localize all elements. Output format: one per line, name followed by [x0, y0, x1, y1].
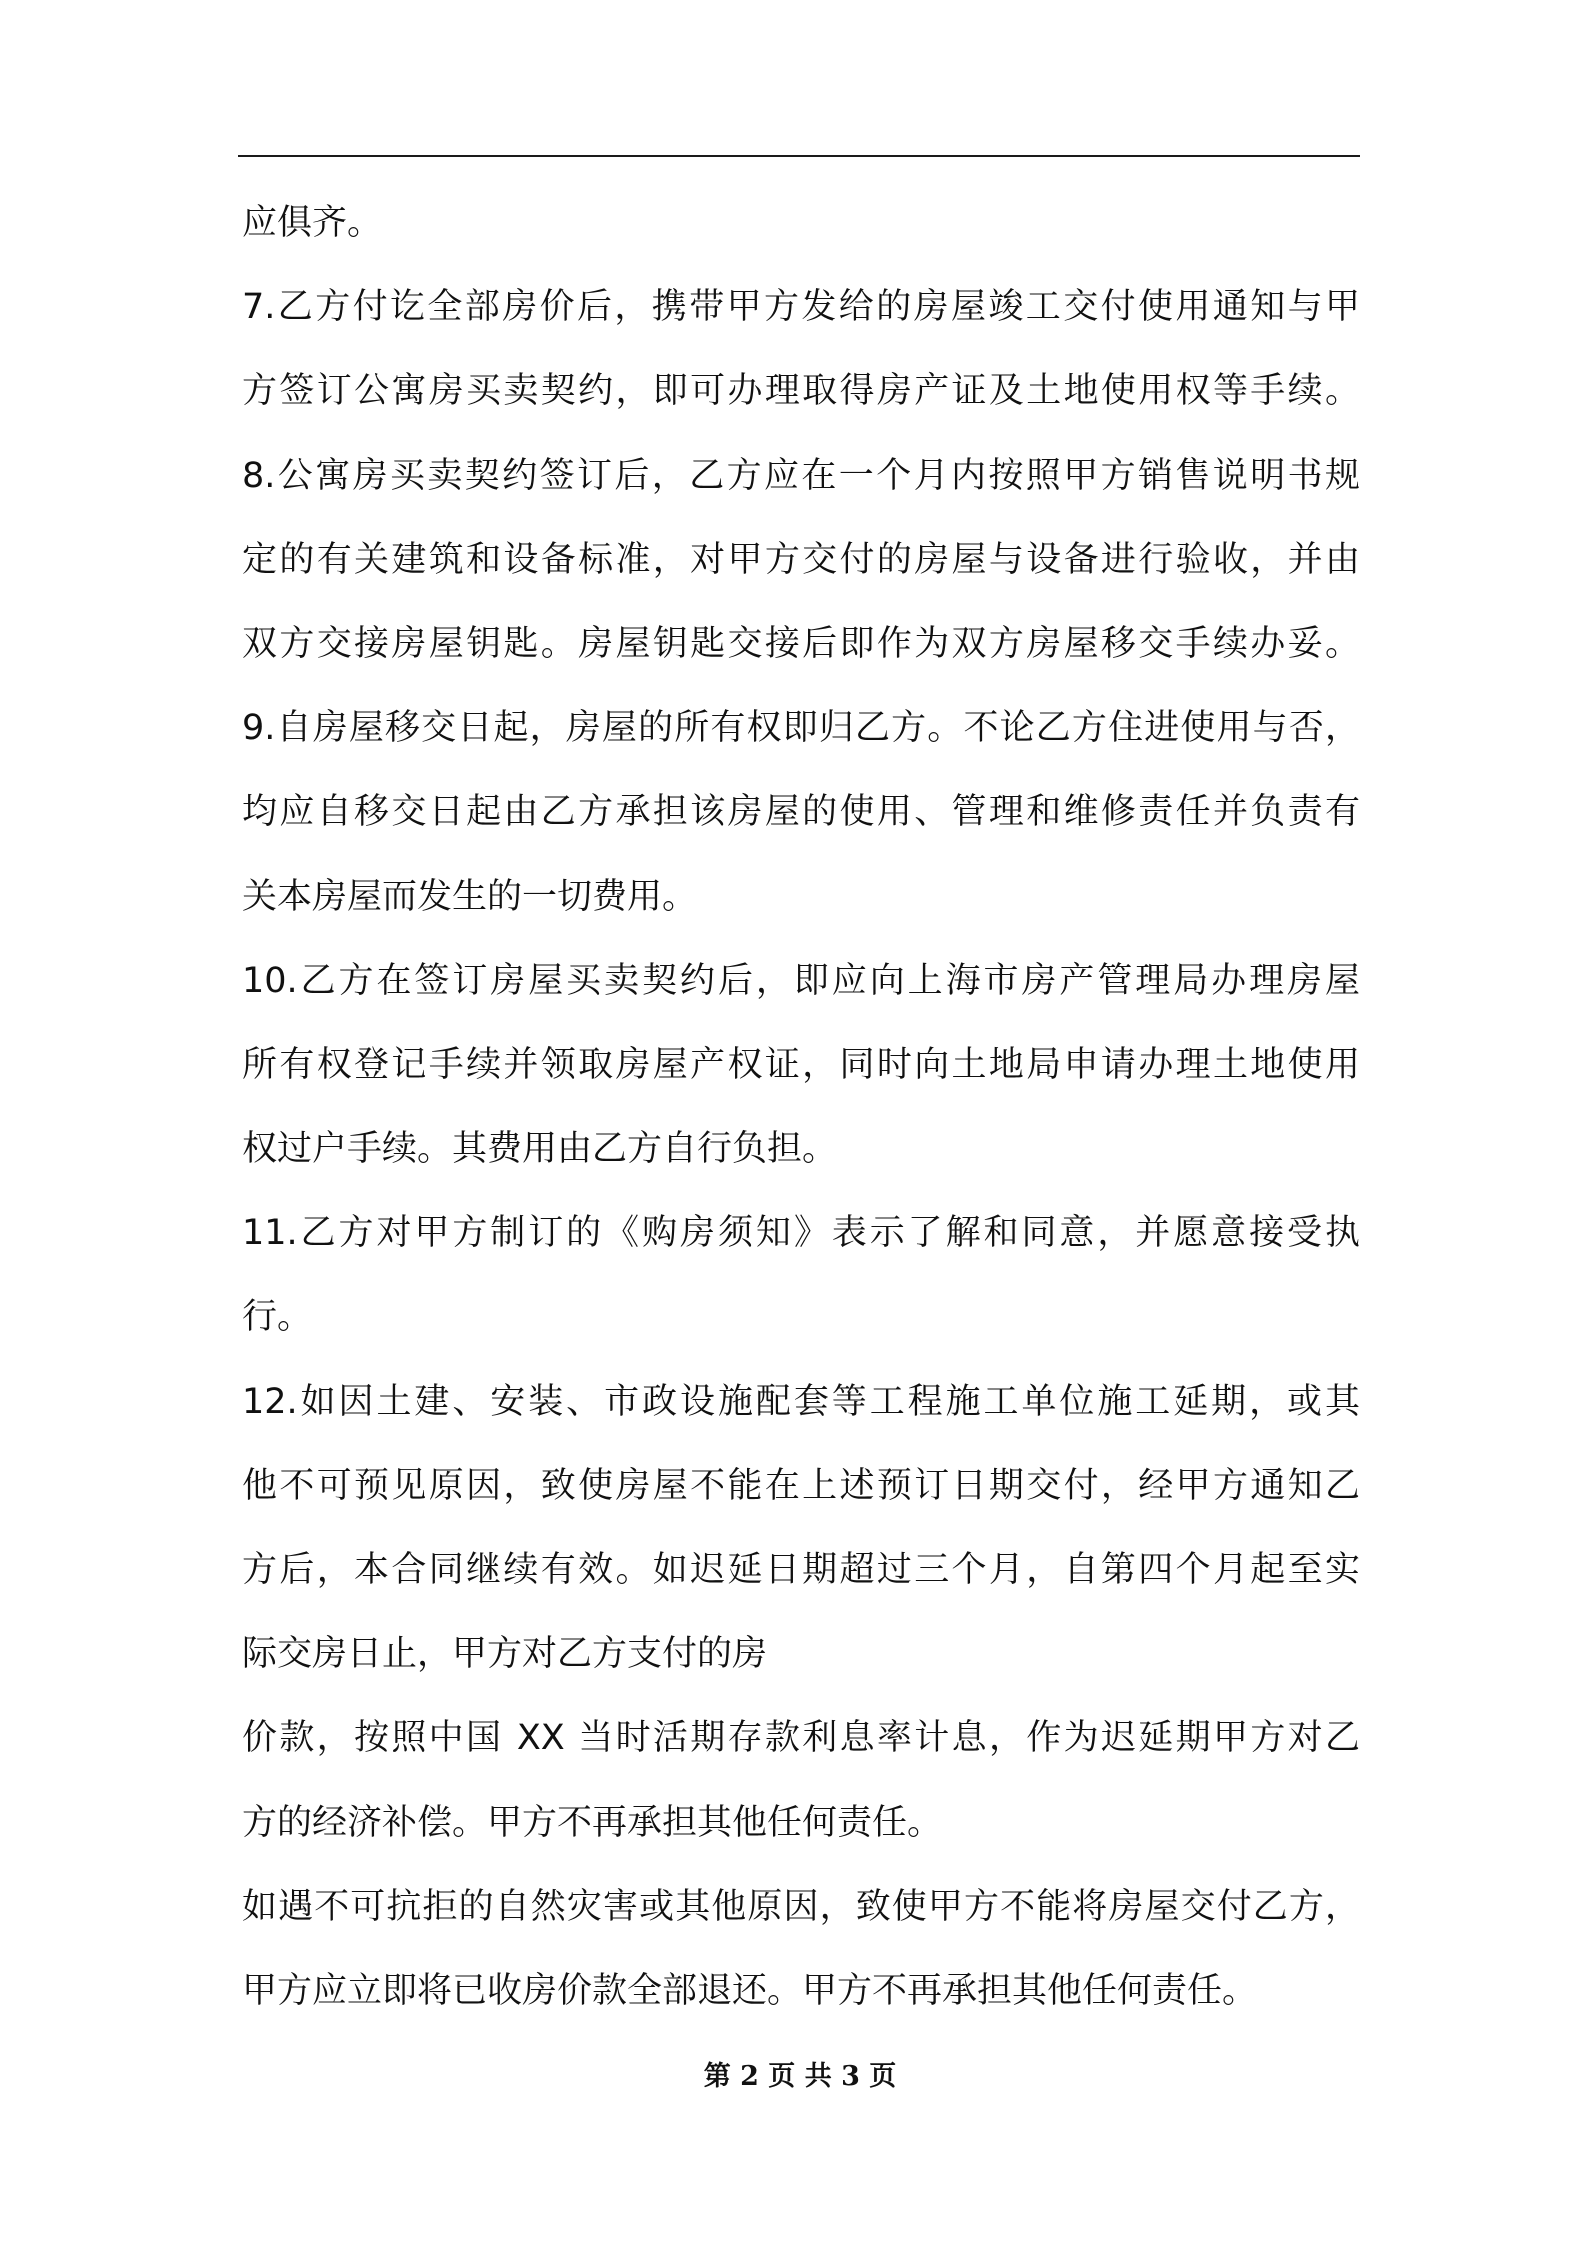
header-rule — [238, 155, 1360, 157]
body-line: 10.乙方在签订房屋买卖契约后，即应向上海市房产管理局办理房屋 — [242, 960, 1360, 1001]
page-number-footer: 第 2 页 共 3 页 — [703, 2061, 897, 2092]
body-line: 7.乙方付讫全部房价后，携带甲方发给的房屋竣工交付使用通知与甲 — [242, 287, 1360, 328]
body-line: 关本房屋而发生的一切费用。 — [242, 876, 698, 917]
body-line: 方签订公寓房买卖契约，即可办理取得房产证及土地使用权等手续。 — [242, 371, 1360, 412]
body-line: 8.公寓房买卖契约签订后，乙方应在一个月内按照甲方销售说明书规 — [242, 455, 1360, 496]
body-line: 际交房日止，甲方对乙方支付的房 — [242, 1634, 768, 1675]
body-line: 双方交接房屋钥匙。房屋钥匙交接后即作为双方房屋移交手续办妥。 — [242, 623, 1360, 664]
body-line: 均应自移交日起由乙方承担该房屋的使用、管理和维修责任并负责有 — [242, 792, 1360, 833]
body-line: 价款，按照中国 XX 当时活期存款利息率计息，作为迟延期甲方对乙 — [242, 1718, 1360, 1759]
body-line: 11.乙方对甲方制订的《购房须知》表示了解和同意，并愿意接受执 — [242, 1213, 1360, 1254]
body-line: 所有权登记手续并领取房屋产权证，同时向土地局申请办理土地使用 — [242, 1044, 1360, 1085]
document-body — [242, 181, 1360, 2033]
body-line: 甲方应立即将已收房价款全部退还。甲方不再承担其他任何责任。 — [242, 1970, 1258, 2011]
body-line: 权过户手续。其费用由乙方自行负担。 — [242, 1129, 838, 1170]
body-line: 方后，本合同继续有效。如迟延日期超过三个月，自第四个月起至实 — [242, 1550, 1360, 1590]
body-line: 应俱齐。 — [242, 203, 383, 243]
body-line: 方的经济补偿。甲方不再承担其他任何责任。 — [242, 1802, 943, 1843]
body-line: 定的有关建筑和设备标准，对甲方交付的房屋与设备进行验收，并由 — [242, 539, 1360, 580]
body-line: 12.如因土建、安装、市政设施配套等工程施工单位施工延期，或其 — [242, 1381, 1360, 1422]
body-line: 他不可预见原因，致使房屋不能在上述预订日期交付，经甲方通知乙 — [242, 1465, 1360, 1506]
body-line: 如遇不可抗拒的自然灾害或其他原因，致使甲方不能将房屋交付乙方， — [242, 1886, 1360, 1927]
body-line: 行。 — [242, 1297, 313, 1338]
body-line: 9.自房屋移交日起，房屋的所有权即归乙方。不论乙方住进使用与否， — [242, 708, 1360, 749]
